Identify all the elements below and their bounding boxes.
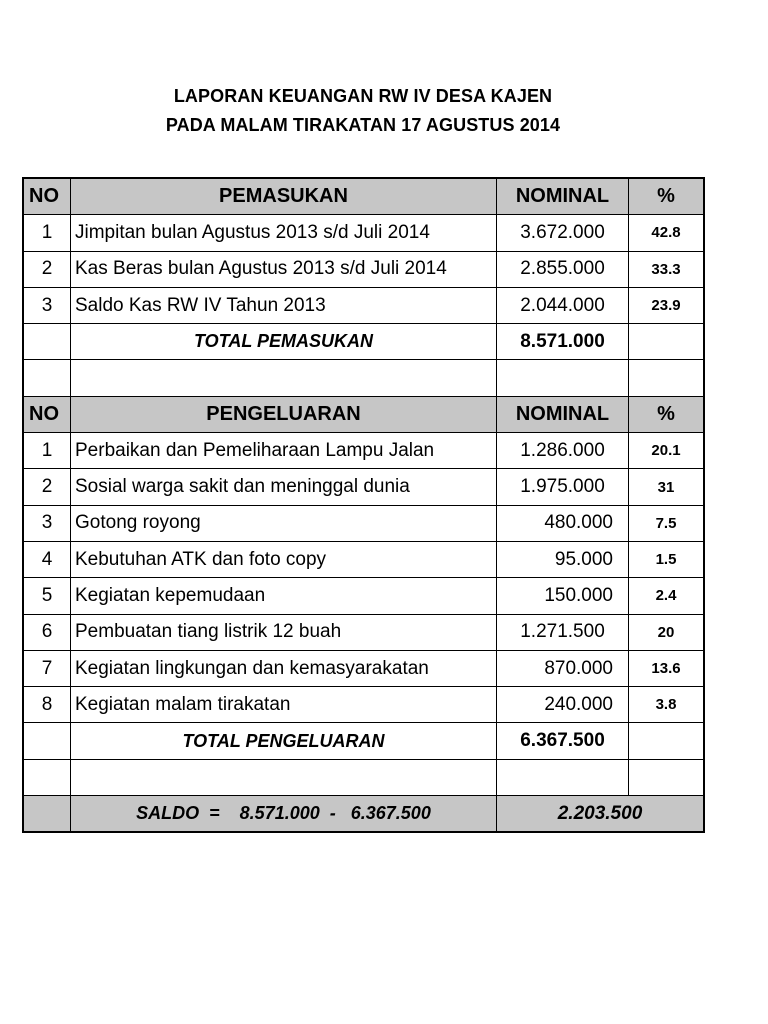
row-pct: 31 xyxy=(629,469,704,505)
spacer-row xyxy=(24,360,704,396)
row-desc: Kegiatan malam tirakatan xyxy=(71,687,497,723)
empty-cell xyxy=(24,796,71,832)
row-nominal: 1.271.500 xyxy=(497,614,629,650)
table-row xyxy=(24,687,704,723)
row-nominal: 1.286.000 xyxy=(497,433,629,469)
row-pct: 42.8 xyxy=(629,215,704,251)
row-desc: Kebutuhan ATK dan foto copy xyxy=(71,541,497,577)
income-total-value: 8.571.000 xyxy=(497,324,629,360)
row-pct: 2.4 xyxy=(629,578,704,614)
row-no: 1 xyxy=(24,433,71,469)
table-row xyxy=(24,215,704,251)
row-no: 3 xyxy=(24,287,71,323)
row-desc: Sosial warga sakit dan meninggal dunia xyxy=(71,469,497,505)
row-no: 1 xyxy=(24,215,71,251)
saldo-label: SALDO = 8.571.000 - 6.367.500 xyxy=(71,796,497,832)
row-nominal: 870.000 xyxy=(497,650,629,686)
income-header-row xyxy=(24,179,704,215)
row-no: 7 xyxy=(24,650,71,686)
row-no: 2 xyxy=(24,469,71,505)
table-row xyxy=(24,650,704,686)
row-desc: Pembuatan tiang listrik 12 buah xyxy=(71,614,497,650)
empty-cell xyxy=(24,723,71,759)
row-no: 4 xyxy=(24,541,71,577)
empty-cell xyxy=(24,324,71,360)
empty-cell xyxy=(629,324,704,360)
row-nominal: 2.044.000 xyxy=(497,287,629,323)
row-desc: Kegiatan lingkungan dan kemasyarakatan xyxy=(71,650,497,686)
expense-total-row xyxy=(24,723,704,759)
income-total-label: TOTAL PEMASUKAN xyxy=(71,324,497,360)
expense-header-nominal: NOMINAL xyxy=(497,396,629,432)
row-no: 2 xyxy=(24,251,71,287)
table-row xyxy=(24,251,704,287)
income-header-pct: % xyxy=(629,179,704,215)
expense-total-label: TOTAL PENGELUARAN xyxy=(71,723,497,759)
row-desc: Kegiatan kepemudaan xyxy=(71,578,497,614)
row-no: 5 xyxy=(24,578,71,614)
expense-header-no: NO xyxy=(24,396,71,432)
report-title-line-1: LAPORAN KEUANGAN RW IV DESA KAJEN xyxy=(173,86,553,106)
expense-header-pct: % xyxy=(629,396,704,432)
row-no: 6 xyxy=(24,614,71,650)
row-pct: 1.5 xyxy=(629,541,704,577)
saldo-value: 2.203.500 xyxy=(497,796,704,832)
row-desc: Gotong royong xyxy=(71,505,497,541)
table-row xyxy=(24,505,704,541)
table-row xyxy=(24,433,704,469)
report-title-line-2: PADA MALAM TIRAKATAN 17 AGUSTUS 2014 xyxy=(165,115,561,135)
expense-header-desc: PENGELUARAN xyxy=(71,396,497,432)
saldo-row xyxy=(24,796,704,832)
row-nominal: 480.000 xyxy=(497,505,629,541)
row-desc: Saldo Kas RW IV Tahun 2013 xyxy=(71,287,497,323)
expense-header-row xyxy=(24,396,704,432)
row-nominal: 3.672.000 xyxy=(497,215,629,251)
table-row xyxy=(24,469,704,505)
row-pct: 33.3 xyxy=(629,251,704,287)
income-header-no: NO xyxy=(24,179,71,215)
row-nominal: 240.000 xyxy=(497,687,629,723)
row-pct: 20.1 xyxy=(629,433,704,469)
table-row xyxy=(24,287,704,323)
income-header-desc: PEMASUKAN xyxy=(71,179,497,215)
table-row xyxy=(24,578,704,614)
expense-total-value: 6.367.500 xyxy=(497,723,629,759)
spacer-row xyxy=(24,759,704,795)
row-desc: Jimpitan bulan Agustus 2013 s/d Juli 2014 xyxy=(71,215,497,251)
row-pct: 20 xyxy=(629,614,704,650)
row-pct: 7.5 xyxy=(629,505,704,541)
empty-cell xyxy=(629,723,704,759)
row-pct: 13.6 xyxy=(629,650,704,686)
income-total-row xyxy=(24,324,704,360)
row-nominal: 95.000 xyxy=(497,541,629,577)
income-header-nominal: NOMINAL xyxy=(497,179,629,215)
row-no: 3 xyxy=(24,505,71,541)
row-no: 8 xyxy=(24,687,71,723)
row-desc: Perbaikan dan Pemeliharaan Lampu Jalan xyxy=(71,433,497,469)
row-pct: 3.8 xyxy=(629,687,704,723)
finance-table xyxy=(23,178,704,832)
row-nominal: 2.855.000 xyxy=(497,251,629,287)
table-row xyxy=(24,541,704,577)
row-nominal: 150.000 xyxy=(497,578,629,614)
row-desc: Kas Beras bulan Agustus 2013 s/d Juli 2014 xyxy=(71,251,497,287)
row-pct: 23.9 xyxy=(629,287,704,323)
row-nominal: 1.975.000 xyxy=(497,469,629,505)
table-row xyxy=(24,614,704,650)
